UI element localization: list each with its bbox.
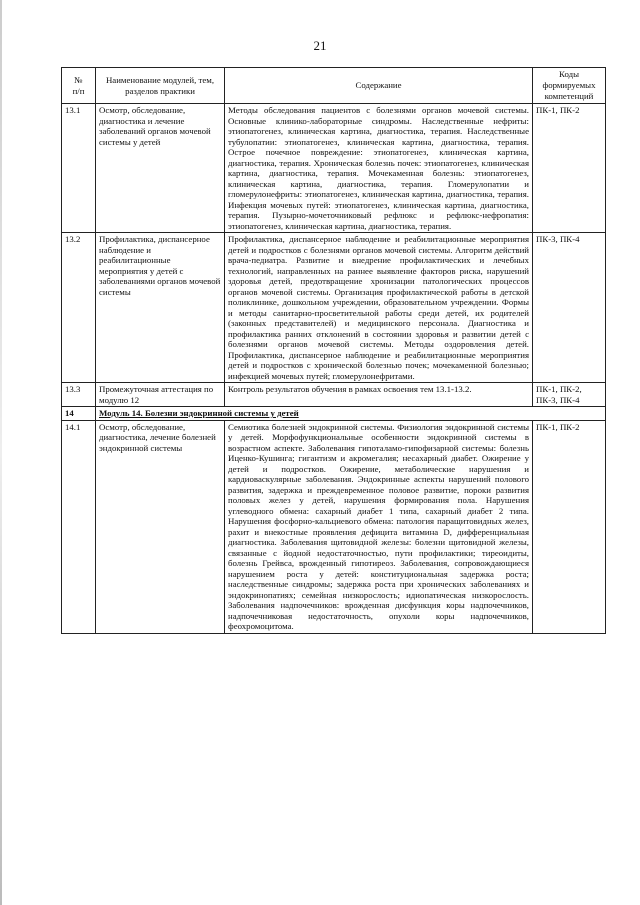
header-content: Содержание (225, 68, 533, 104)
row-codes: ПК-3, ПК-4 (533, 233, 606, 383)
curriculum-table (61, 67, 606, 634)
scan-edge (0, 0, 2, 905)
row-num: 13.2 (62, 233, 96, 383)
module-title: Модуль 14. Болезни эндокринной системы у детей (96, 407, 606, 421)
page-number: 21 (313, 38, 327, 53)
row-content: Профилактика, диспансерное наблюдение и реабилитационные мероприятия детей и подростков с болезнями органов мочевой системы. Алгоритм действий врача-педиатра. Развитие и внедрение профилактических и лечебных технологий, направленных на раннее выявление факторов риска, нарушений здоровья детей, предотвращение хронизации патологических процессов органов мочевой системы. Организация профилактической работы в детской поликлинике, дошкольном учреждении, образовательном учреждении. Формы и методы санитарно-просветительной работы среди детей, их родителей (законных представителей) и медицинского персонала. Диагностика и профилактика ранних отклонений в состоянии здоровья и развитии детей с болезнями органов мочевой системы. Методы оздоровления детей. Профилактика, диспансерное наблюдение и реабилитационные мероприятия детей и подростков с хронической болезнью почек; мочекаменной болезнью; инфекцией мочевых путей; гломерулонефритами. (225, 233, 533, 383)
row-content: Методы обследования пациентов с болезнями органов мочевой системы. Основные клинико-лабораторные синдромы. Наследственные нефриты: этиопатогенез, клиническая картина, диагностика, терапия. Наследственные тубулопатии: этиопатогенез, клиническая картина, диагностика, терапия. Острое почечное повреждение: этиопатогенез, клиническая картина, диагностика, терапия. Хроническая болезнь почек: этиопатогенез, клиническая картина, диагностика, терапия. Мочекаменная болезнь: этиопатогенез, клиническая картина, диагностика, терапия. Гломерулопатии и гломерулонефриты: этиопатогенез, клиническая картина, диагностика, терапия. Инфекция мочевых путей: этиопатогенез, клиническая картина, диагностика, терапия. Пузырно-мочеточниковый рефлюкс и рефлюкс-нефропатия: этиопатогенез, клиническая картина, диагностика, терапия. (225, 104, 533, 233)
table-row (62, 233, 606, 383)
row-num: 14.1 (62, 420, 96, 633)
row-content: Контроль результатов обучения в рамках освоения тем 13.1-13.2. (225, 383, 533, 407)
header-codes: Коды формируемых компетенций (533, 68, 606, 104)
row-codes: ПК-1, ПК-2 (533, 104, 606, 233)
header-name: Наименование модулей, тем, разделов практики (96, 68, 225, 104)
row-name: Осмотр, обследование, диагностика и лечение заболеваний органов мочевой системы у детей (96, 104, 225, 233)
module-num: 14 (62, 407, 96, 421)
row-name: Осмотр, обследование, диагностика, лечение болезней эндокринной системы (96, 420, 225, 633)
table-row (62, 420, 606, 633)
header-num: № п/п (62, 68, 96, 104)
row-num: 13.1 (62, 104, 96, 233)
row-name: Профилактика, диспансерное наблюдение и реабилитационные мероприятия у детей с заболеваниями органов мочевой системы (96, 233, 225, 383)
row-name: Промежуточная аттестация по модулю 12 (96, 383, 225, 407)
table-row (62, 383, 606, 407)
row-content: Семиотика болезней эндокринной системы. Физиология эндокринной системы у детей. Морфофункциональные особенности эндокринной системы в возрастном аспекте. Заболевания гипоталамо-гипофизарной системы: болезнь Иценко-Кушинга; гигантизм и акромегалия; несахарный диабет. Ожирение у детей и подростков. Ожирение, метаболические нарушения и кардиоваскулярные заболевания. Эндокринные аспекты нарушений полового развития, задержка и преждевременное половое развитие, пороки развития половых желез у детей, нарушения формирования пола. Нарушения углеводного обмена: сахарный диабет 1 типа, сахарный диабет 2 типа. Нарушения фосфорно-кальциевого обмена: патология паращитовидных желез, рахит и внекостные проявления дефицита витамина D, дифференциальная диагностика. Заболевания щитовидной железы: болезни щитовидной железы, связанные с йодной недостаточностью, пути профилактики; тиреоидиты, болезнь Грейвса, врожденный гипотиреоз. Заболевания, сопровождающиеся нарушением роста у детей: конституциональная задержка роста; наследственные синдромы; задержка роста при хронических заболеваниях и эндокринопатиях; семейная низкорослость; идиопатическая низкорослость. Заболевания надпочечников: врожденная дисфункция коры надпочечников, надпочечниковая недостаточность, опухоли коры надпочечников, феохромоцитома. (225, 420, 533, 633)
row-codes: ПК-1, ПК-2, ПК-3, ПК-4 (533, 383, 606, 407)
row-num: 13.3 (62, 383, 96, 407)
table-header-row (62, 68, 606, 104)
row-codes: ПК-1, ПК-2 (533, 420, 606, 633)
module-row (62, 407, 606, 421)
table-row (62, 104, 606, 233)
